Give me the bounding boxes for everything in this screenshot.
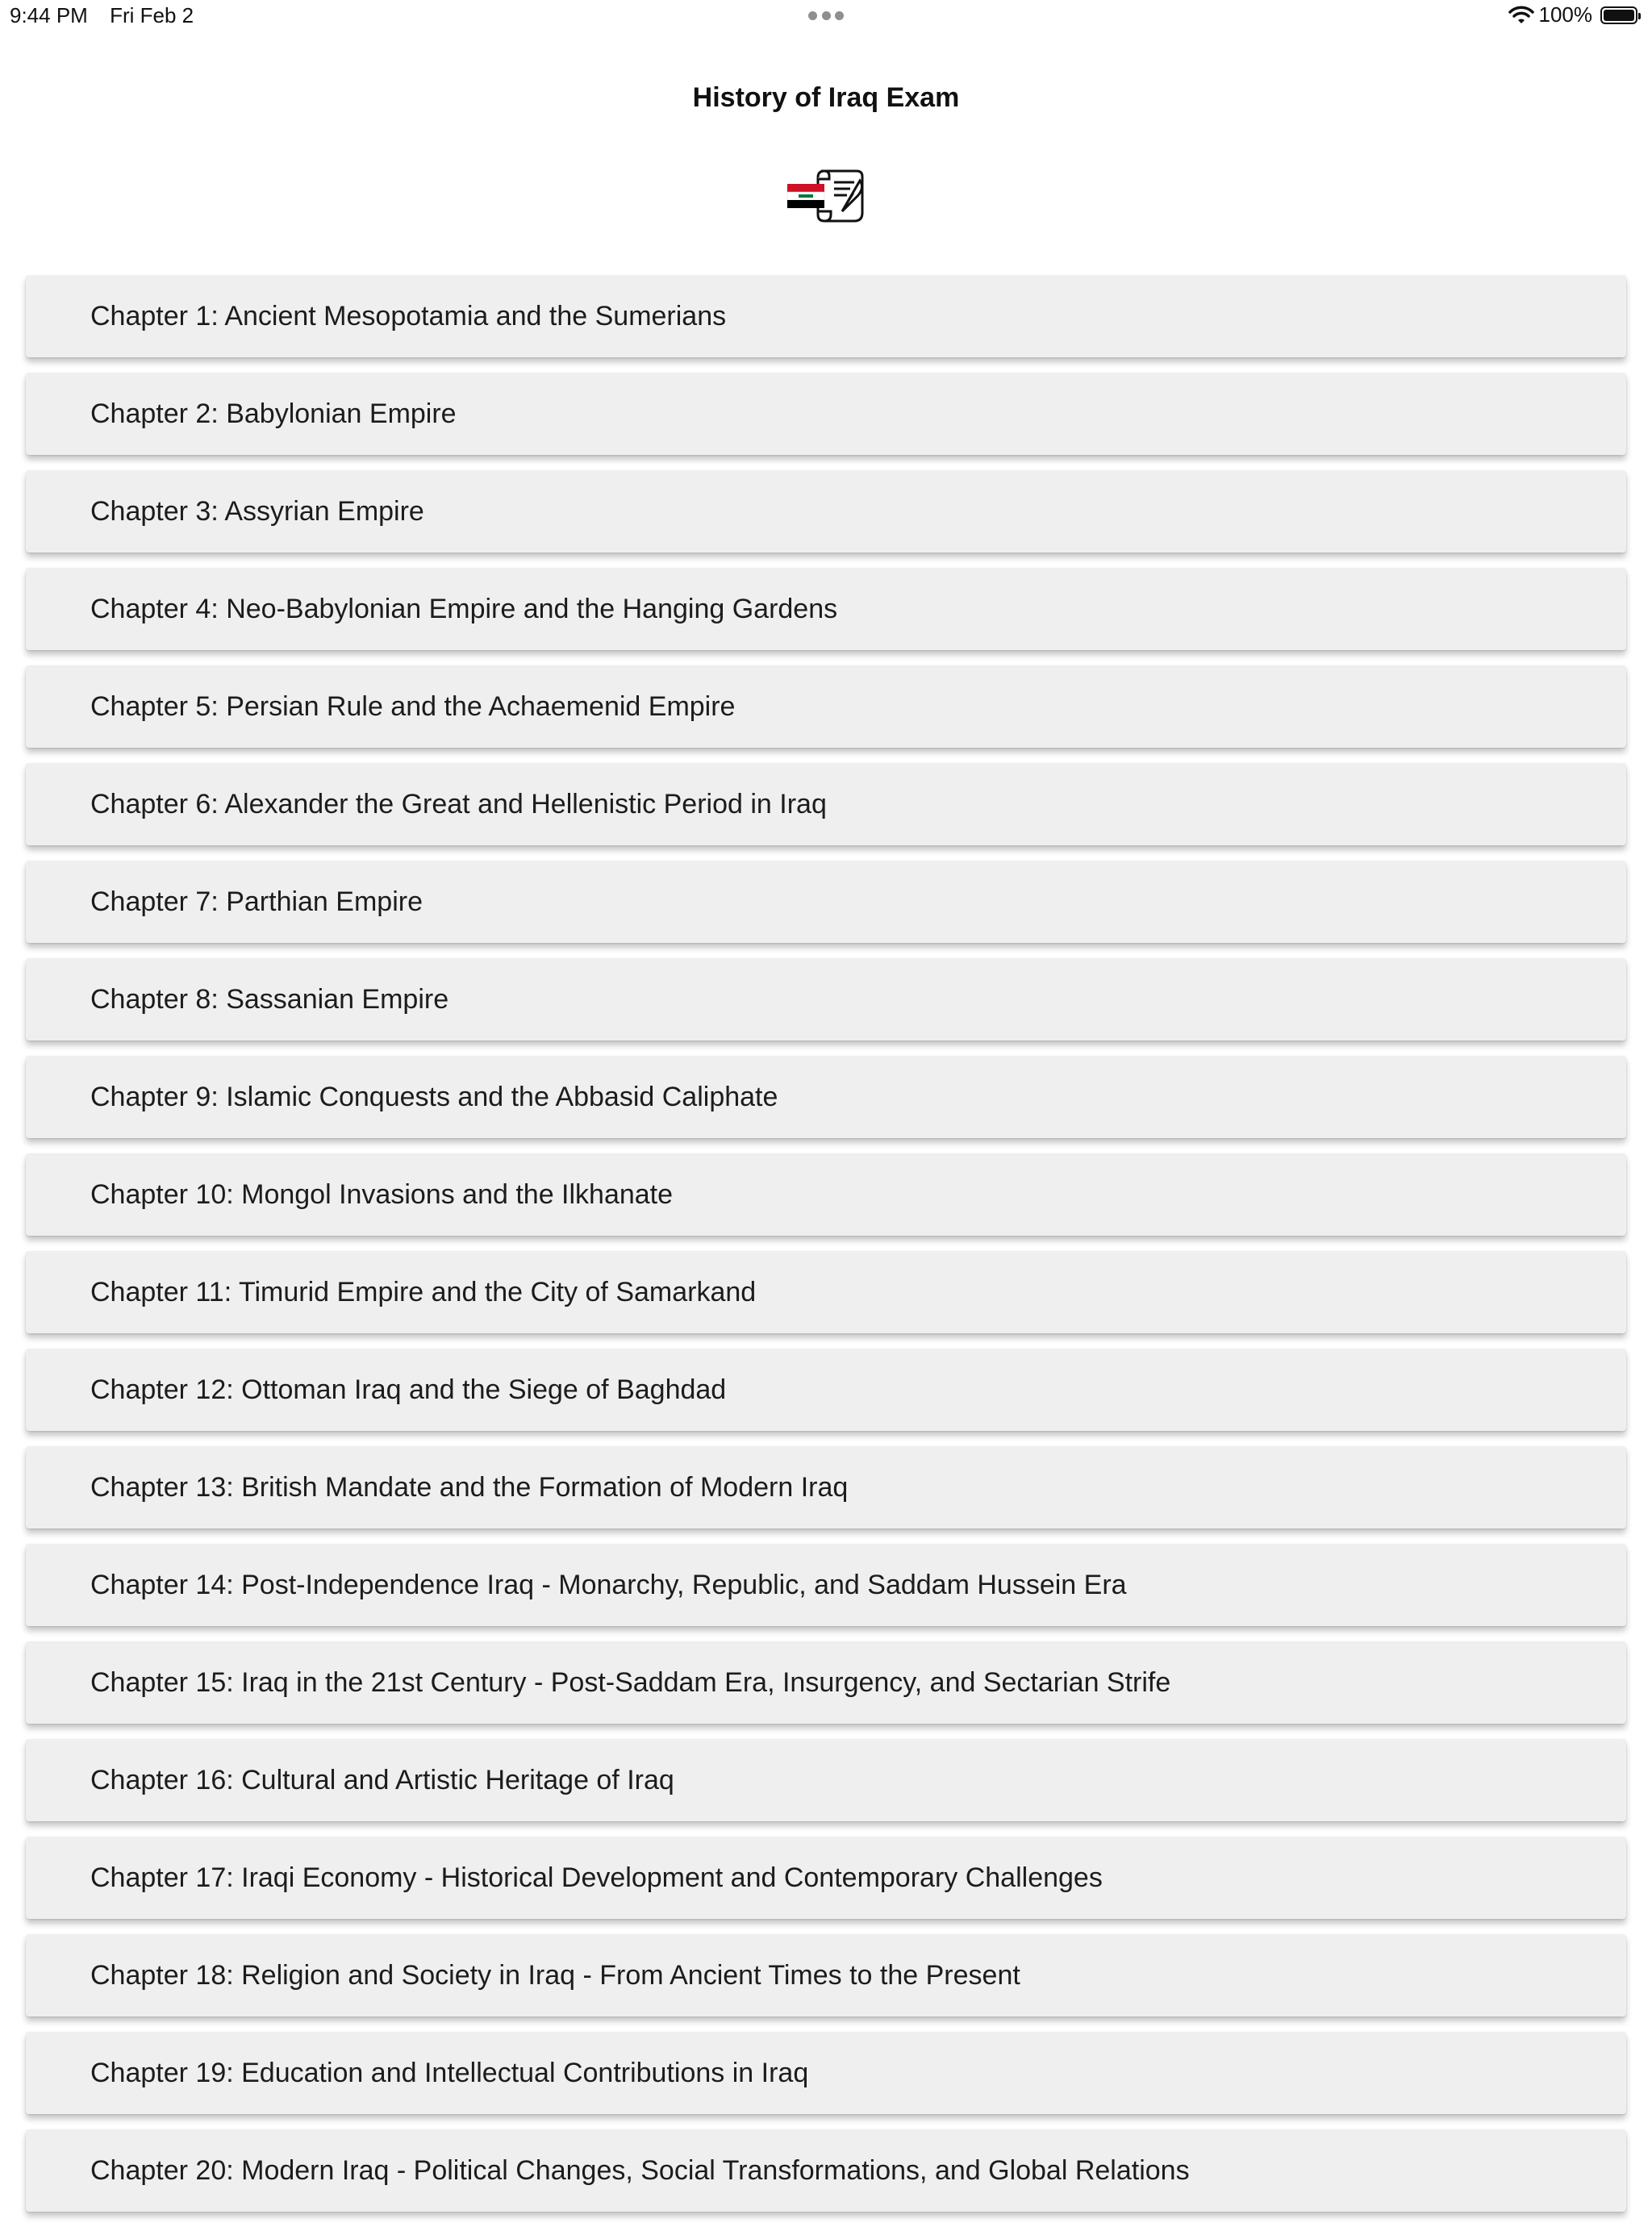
chapter-item-11[interactable]: Chapter 11: Timurid Empire and the City of Samarkand (26, 1251, 1626, 1333)
battery-percent: 100% (1538, 2, 1592, 27)
chapter-item-2[interactable]: Chapter 2: Babylonian Empire (26, 373, 1626, 455)
chapter-item-8[interactable]: Chapter 8: Sassanian Empire (26, 958, 1626, 1041)
chapter-item-16[interactable]: Chapter 16: Cultural and Artistic Heritage of Iraq (26, 1739, 1626, 1821)
chapter-item-14[interactable]: Chapter 14: Post-Independence Iraq - Monarchy, Republic, and Saddam Hussein Era (26, 1544, 1626, 1626)
chapter-item-17[interactable]: Chapter 17: Iraqi Economy - Historical Development and Contemporary Challenges (26, 1837, 1626, 1919)
chapter-item-9[interactable]: Chapter 9: Islamic Conquests and the Abbasid Caliphate (26, 1056, 1626, 1138)
chapter-item-19[interactable]: Chapter 19: Education and Intellectual Contributions in Iraq (26, 2032, 1626, 2114)
battery-icon (1600, 6, 1637, 24)
chapter-item-7[interactable]: Chapter 7: Parthian Empire (26, 861, 1626, 943)
chapter-item-6[interactable]: Chapter 6: Alexander the Great and Hellenistic Period in Iraq (26, 763, 1626, 845)
chapter-item-5[interactable]: Chapter 5: Persian Rule and the Achaemenid Empire (26, 665, 1626, 748)
multitasking-menu-icon[interactable] (808, 10, 844, 21)
chapter-list (26, 275, 1626, 2227)
page-title: History of Iraq Exam (692, 82, 960, 113)
chapter-item-4[interactable]: Chapter 4: Neo-Babylonian Empire and the Hanging Gardens (26, 568, 1626, 650)
status-time: 9:44 PM (10, 3, 88, 27)
chapter-item-18[interactable]: Chapter 18: Religion and Society in Iraq - From Ancient Times to the Present (26, 1934, 1626, 2016)
status-right (1508, 2, 1638, 27)
wifi-icon (1508, 6, 1534, 25)
iraq-flag-scroll-icon (786, 166, 866, 226)
chapter-item-3[interactable]: Chapter 3: Assyrian Empire (26, 470, 1626, 553)
chapter-item-10[interactable]: Chapter 10: Mongol Invasions and the Ilkhanate (26, 1153, 1626, 1236)
chapter-item-20[interactable]: Chapter 20: Modern Iraq - Political Changes, Social Transformations, and Global Relations (26, 2129, 1626, 2212)
status-date: Fri Feb 2 (110, 3, 194, 27)
status-left (10, 3, 194, 28)
chapter-item-13[interactable]: Chapter 13: British Mandate and the Formation of Modern Iraq (26, 1446, 1626, 1528)
chapter-item-1[interactable]: Chapter 1: Ancient Mesopotamia and the Sumerians (26, 275, 1626, 357)
chapter-item-15[interactable]: Chapter 15: Iraq in the 21st Century - Post-Saddam Era, Insurgency, and Sectarian Strife (26, 1641, 1626, 1724)
chapter-item-12[interactable]: Chapter 12: Ottoman Iraq and the Siege of Baghdad (26, 1349, 1626, 1431)
status-bar (0, 0, 1652, 34)
